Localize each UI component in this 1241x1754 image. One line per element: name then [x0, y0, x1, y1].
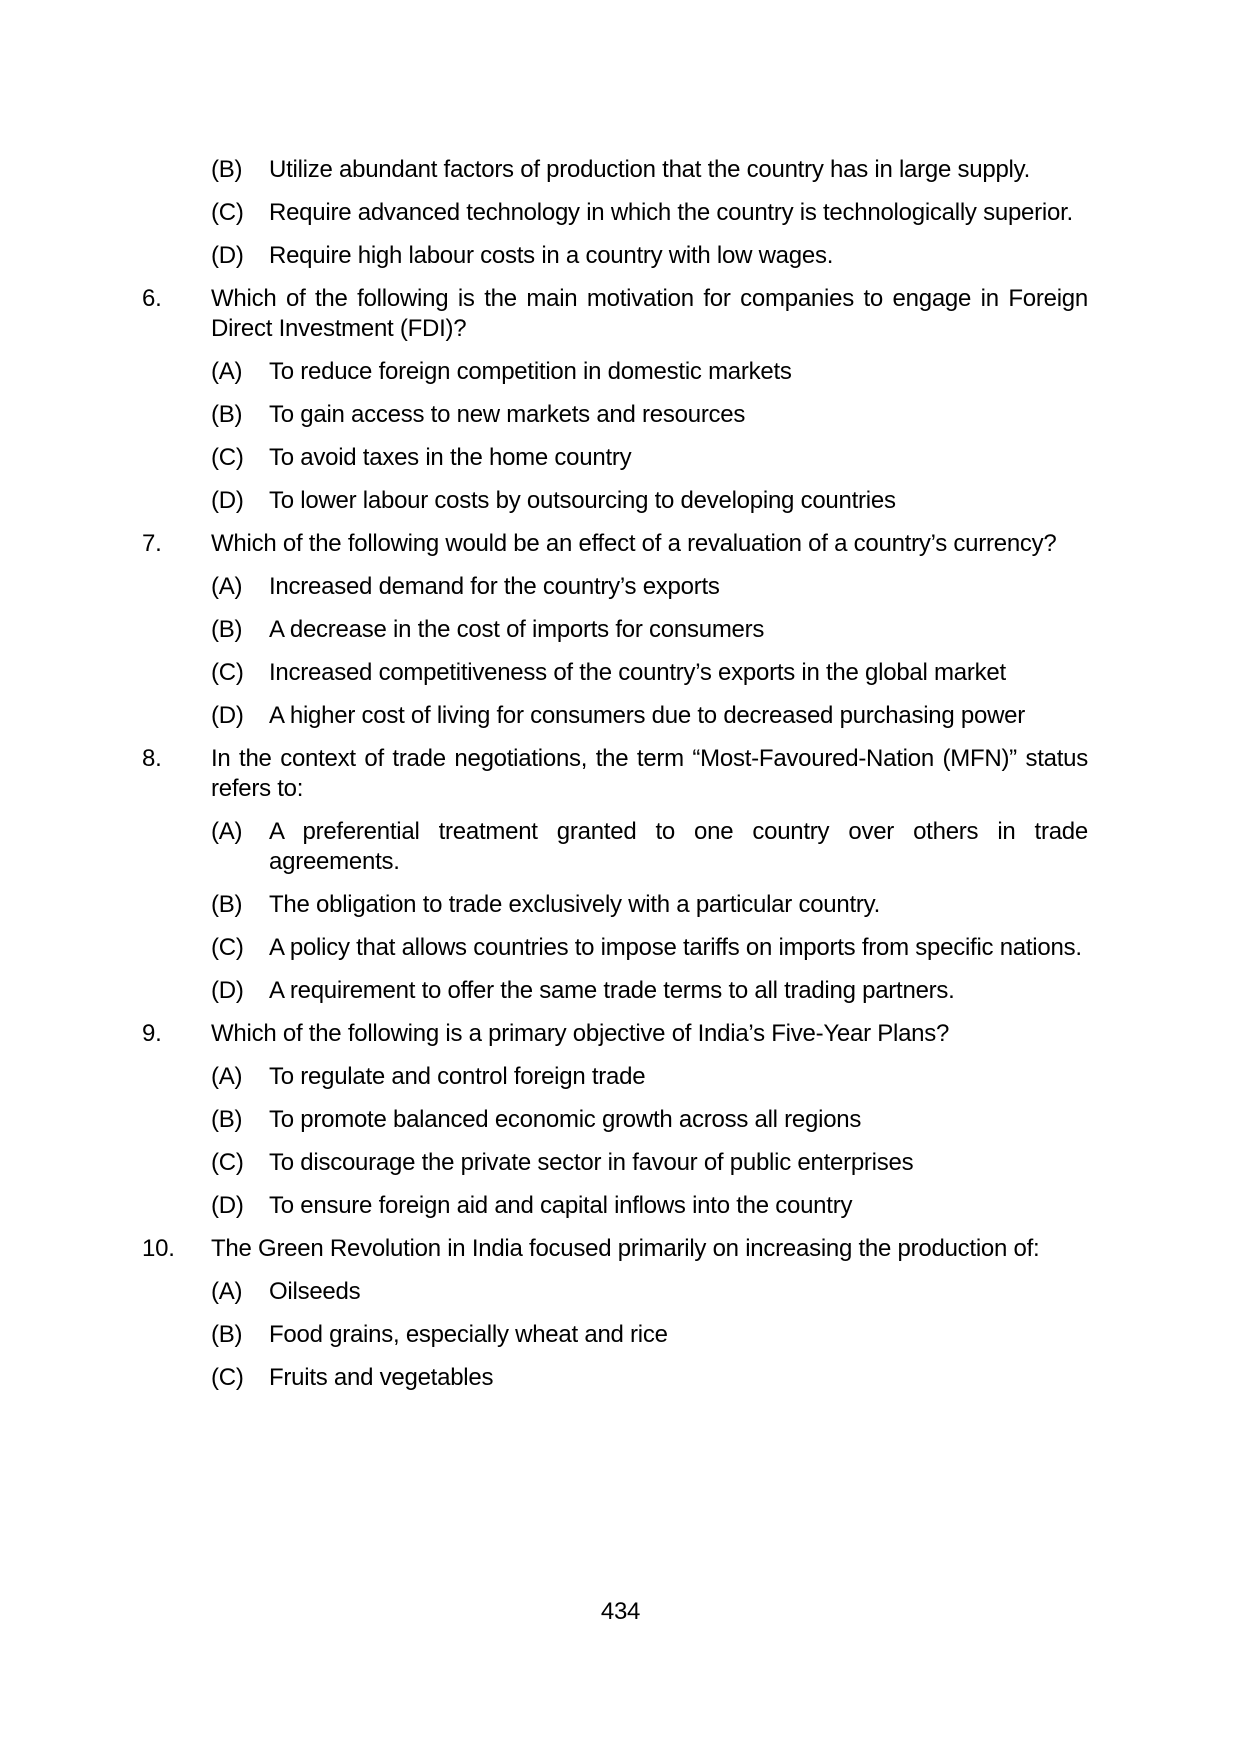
- option-marker: (B): [211, 616, 243, 643]
- option-row: [211, 1277, 1088, 1307]
- options-list: [211, 1062, 1088, 1221]
- option-marker: (D): [211, 977, 244, 1004]
- option-row: [211, 615, 1088, 645]
- question-block: [142, 744, 1088, 1006]
- question-row: [142, 744, 1088, 804]
- option-text: Increased competitiveness of the country’s exports in the global market: [269, 659, 1006, 686]
- option-marker: (C): [211, 934, 244, 961]
- option-text: Oilseeds: [269, 1278, 361, 1305]
- option-row: [211, 486, 1088, 516]
- option-marker: (B): [211, 1106, 243, 1133]
- question-block: [142, 529, 1088, 731]
- option-text: A higher cost of living for consumers due to decreased purchasing power: [269, 702, 1026, 729]
- option-marker: (B): [211, 156, 243, 183]
- option-row: [211, 1320, 1088, 1350]
- page-number: 434: [600, 1598, 641, 1625]
- question-number: 8.: [142, 745, 162, 772]
- option-row: [211, 572, 1088, 602]
- question-block: [142, 1234, 1088, 1393]
- option-text: The obligation to trade exclusively with a particular country.: [269, 891, 881, 918]
- question-number: 10.: [142, 1235, 175, 1262]
- option-text: To avoid taxes in the home country: [269, 444, 632, 471]
- option-row: [211, 198, 1088, 228]
- option-row: [211, 933, 1088, 963]
- option-marker: (A): [211, 818, 243, 845]
- option-row: [211, 1363, 1088, 1393]
- question-number: 9.: [142, 1020, 162, 1047]
- option-text: To regulate and control foreign trade: [269, 1063, 646, 1090]
- question-row: [142, 284, 1088, 344]
- option-text: To lower labour costs by outsourcing to developing countries: [269, 487, 896, 514]
- option-row: [211, 1062, 1088, 1092]
- continuation-options: [211, 155, 1088, 271]
- question-text: In the context of trade negotiations, the term “Most-Favoured-Nation (MFN)” status refers to:: [211, 745, 1088, 802]
- option-marker: (D): [211, 702, 244, 729]
- option-row: [211, 890, 1088, 920]
- option-marker: (A): [211, 1278, 243, 1305]
- option-marker: (A): [211, 358, 243, 385]
- options-list: [211, 1277, 1088, 1393]
- option-text: Increased demand for the country’s exports: [269, 573, 720, 600]
- question-row: [142, 529, 1088, 559]
- option-text: A policy that allows countries to impose tariffs on imports from specific nations.: [269, 934, 1082, 961]
- option-marker: (C): [211, 444, 244, 471]
- question-block: [142, 284, 1088, 516]
- question-list: [142, 284, 1088, 1393]
- option-text: A decrease in the cost of imports for consumers: [269, 616, 765, 643]
- question-text: Which of the following is the main motivation for companies to engage in Foreign Direct Investment (FDI)?: [211, 285, 1088, 342]
- option-marker: (D): [211, 1192, 244, 1219]
- option-marker: (D): [211, 487, 244, 514]
- question-text: The Green Revolution in India focused primarily on increasing the production of:: [211, 1235, 1040, 1262]
- option-text: Fruits and vegetables: [269, 1364, 494, 1391]
- option-row: [211, 658, 1088, 688]
- option-text: A preferential treatment granted to one country over others in trade agreements.: [269, 818, 1088, 875]
- option-text: Food grains, especially wheat and rice: [269, 1321, 668, 1348]
- question-text: Which of the following would be an effect of a revaluation of a country’s currency?: [211, 530, 1057, 557]
- option-row: [211, 241, 1088, 271]
- question-row: [142, 1234, 1088, 1264]
- options-list: [211, 817, 1088, 1006]
- question-number: 7.: [142, 530, 162, 557]
- option-row: [211, 1105, 1088, 1135]
- option-marker: (B): [211, 891, 243, 918]
- option-row: [211, 701, 1088, 731]
- option-row: [211, 1191, 1088, 1221]
- question-text: Which of the following is a primary objective of India’s Five-Year Plans?: [211, 1020, 950, 1047]
- option-row: [211, 400, 1088, 430]
- question-number: 6.: [142, 285, 162, 312]
- options-list: [211, 572, 1088, 731]
- option-row: [211, 817, 1088, 877]
- option-row: [211, 1148, 1088, 1178]
- option-text: To reduce foreign competition in domestic markets: [269, 358, 792, 385]
- option-row: [211, 443, 1088, 473]
- option-text: To promote balanced economic growth across all regions: [269, 1106, 862, 1133]
- option-marker: (A): [211, 1063, 243, 1090]
- option-marker: (C): [211, 1364, 244, 1391]
- questions-area: [142, 155, 1088, 1406]
- option-row: [211, 976, 1088, 1006]
- option-marker: (C): [211, 659, 244, 686]
- options-list: [211, 357, 1088, 516]
- question-block: [142, 1019, 1088, 1221]
- option-marker: (D): [211, 242, 244, 269]
- option-marker: (B): [211, 401, 243, 428]
- option-text: To discourage the private sector in favour of public enterprises: [269, 1149, 914, 1176]
- option-marker: (C): [211, 1149, 244, 1176]
- option-marker: (A): [211, 573, 243, 600]
- option-text: To gain access to new markets and resources: [269, 401, 746, 428]
- option-text: Require high labour costs in a country with low wages.: [269, 242, 834, 269]
- option-marker: (B): [211, 1321, 243, 1348]
- option-row: [211, 357, 1088, 387]
- option-text: A requirement to offer the same trade terms to all trading partners.: [269, 977, 955, 1004]
- option-text: To ensure foreign aid and capital inflows into the country: [269, 1192, 853, 1219]
- option-marker: (C): [211, 199, 244, 226]
- option-text: Utilize abundant factors of production that the country has in large supply.: [269, 156, 1031, 183]
- option-row: [211, 155, 1088, 185]
- question-row: [142, 1019, 1088, 1049]
- option-text: Require advanced technology in which the country is technologically superior.: [269, 199, 1073, 226]
